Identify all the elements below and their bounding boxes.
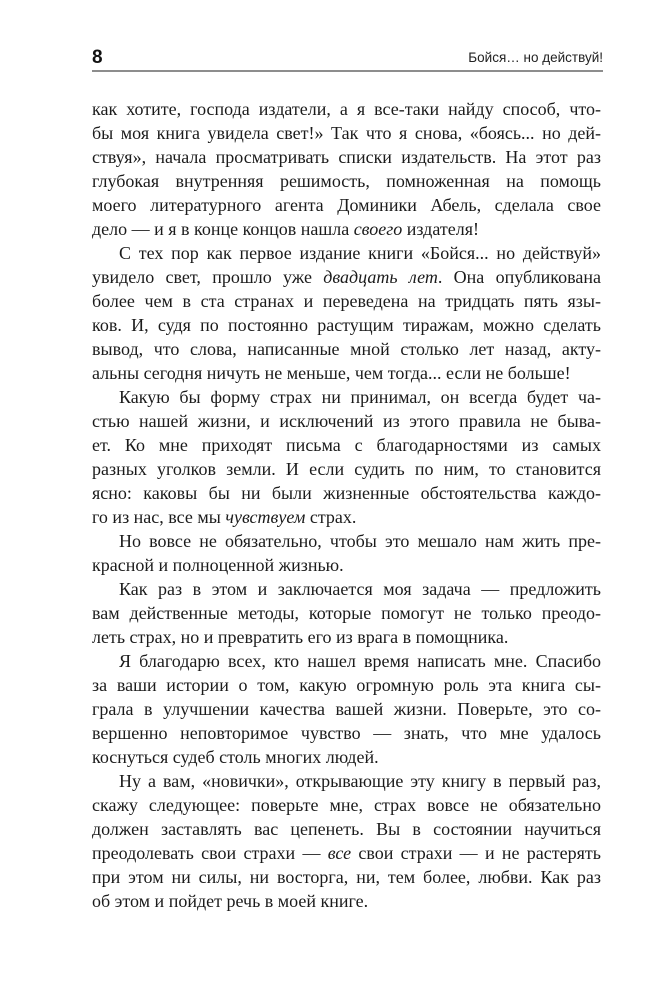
text-line: альны сегодня ничуть не меньше, чем тогда... если не больше! <box>92 363 571 383</box>
text-line: вершенно неповторимое чувство — знать, что мне удалось <box>92 723 601 743</box>
text-line: леть страх, но и превратить его из врага в помощника. <box>92 627 509 647</box>
text-line: Какую бы форму страх ни принимал, он всегда будет ча- <box>119 387 601 407</box>
page-number: 8 <box>92 47 103 68</box>
text-line: скажу следующее: поверьте мне, страх вовсе не обязательно <box>92 795 601 815</box>
text-line: ясно: каковы бы ни были жизненные обстоятельства каждо- <box>92 483 601 503</box>
body-text <box>92 97 601 913</box>
text-line: грала в улучшении качества вашей жизни. Поверьте, это со- <box>92 699 601 719</box>
text-line: более чем в ста странах и переведена на тридцать пять язы- <box>92 291 601 311</box>
text-line: разных уголков земли. И если судить по ним, то становится <box>92 459 601 479</box>
text-line: бы моя книга увидела свет!» Так что я снова, «боясь... но дей- <box>92 123 601 143</box>
text-line: за ваши истории о том, какую огромную роль эта книга сы- <box>92 675 601 695</box>
text-line: об этом и пойдет речь в моей книге. <box>92 891 369 911</box>
text-line: коснуться судеб столь многих людей. <box>92 747 379 767</box>
text-line: Как раз в этом и заключается моя задача — предложить <box>119 579 601 599</box>
text-line: моего литературного агента Доминики Абель, сделала свое <box>92 195 601 215</box>
text-line: С тех пор как первое издание книги «Бойся... но действуй» <box>119 243 601 263</box>
text-line: Ну а вам, «новички», открывающие эту книгу в первый раз, <box>119 771 601 791</box>
text-line: го из нас, все мы чувствуем страх. <box>92 507 357 527</box>
text-line: ет. Ко мне приходят письма с благодарностями из самых <box>92 435 601 455</box>
text-line: красной и полноценной жизнью. <box>92 555 344 575</box>
text-line: стью нашей жизни, и исключений из этого правила не быва- <box>92 411 601 431</box>
text-line: увидело свет, прошло уже двадцать лет. Она опубликована <box>92 267 602 287</box>
text-line: должен заставлять вас цепенеть. Вы в состоянии научиться <box>92 819 601 839</box>
text-line: Я благодарю всех, кто нашел время написать мне. Спасибо <box>119 651 601 671</box>
text-line: при этом ни силы, ни восторга, ни, тем более, любви. Как раз <box>92 867 601 887</box>
text-line: дело — и я в конце концов нашла своего издателя! <box>92 219 479 239</box>
text-line: вывод, что слова, написанные мной столько лет назад, акту- <box>92 339 601 359</box>
text-line: ствуя», начала просматривать списки издательств. На этот раз <box>92 147 601 167</box>
text-line: вам действенные методы, которые помогут не только преодо- <box>92 603 601 623</box>
running-title: Бойся… но действуй! <box>468 50 603 65</box>
text-line: глубокая внутренняя решимость, помноженная на помощь <box>92 171 601 191</box>
text-line: как хотите, господа издатели, а я все-таки найду способ, что- <box>92 99 601 119</box>
page-header <box>92 48 603 72</box>
text-line: ков. И, судя по постоянно растущим тиражам, можно сделать <box>92 315 601 335</box>
text-line: Но вовсе не обязательно, чтобы это мешало нам жить пре- <box>119 531 601 551</box>
text-line: преодолевать свои страхи — все свои страхи — и не растерять <box>92 843 601 863</box>
